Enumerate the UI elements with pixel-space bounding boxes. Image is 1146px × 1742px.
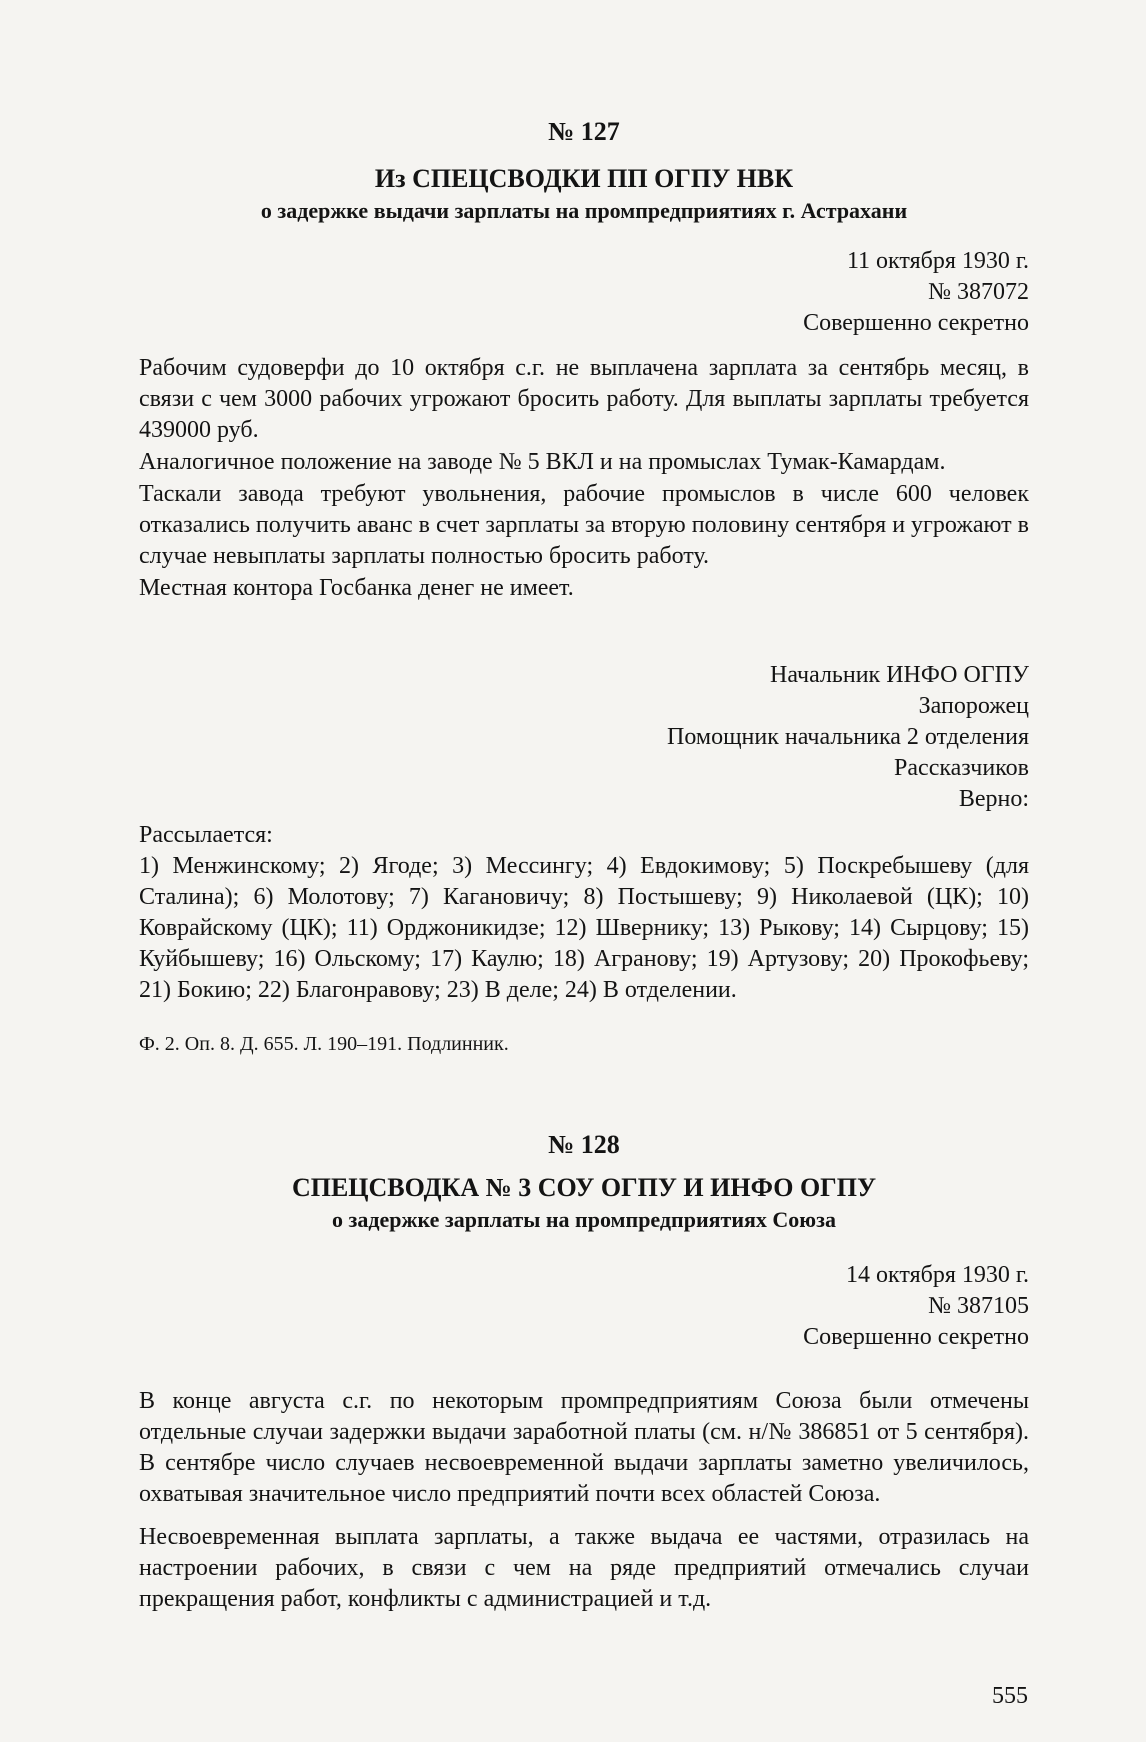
doc-127-source: Ф. 2. Оп. 8. Д. 655. Л. 190–191. Подлинник. xyxy=(139,1033,509,1055)
paragraph: Рабочим судоверфи до 10 октября с.г. не выплачена зарплата за сентябрь месяц, в связи с чем 3000 рабочих угрожают бросить работу. Для выплаты зарплаты требуется 439000 руб. xyxy=(139,355,1029,443)
doc-128-title: СПЕЦСВОДКА № 3 СОУ ОГПУ И ИНФО ОГПУ xyxy=(291,1173,877,1202)
signature-line: Запорожец xyxy=(918,693,1029,719)
doc-128-date: 14 октября 1930 г. xyxy=(846,1262,1029,1288)
doc-128-number: № 128 xyxy=(548,1130,620,1159)
distribution-list: 1) Менжинскому; 2) Ягоде; 3) Мессингу; 4) Евдокимову; 5) Поскребышеву (для Сталина); 6) Молотову; 7) Кагановичу; 8) Постышеву; 9) Николаевой (ЦК); 10) Коврайскому (ЦК); 11) Орджоникидзе; 12) Швернику; 13) Рыкову; 14) Сырцову; 15) Куйбышеву; 16) Ольскому; 17) Каулю; 18) Агранову; 19) Артузову; 20) Прокофьеву; 21) Бокию; 22) Благонравову; 23) В деле; 24) В отделении. xyxy=(139,853,1029,1003)
paragraph: Аналогичное положение на заводе № 5 ВКЛ и на промыслах Тумак-Камардам. xyxy=(139,449,946,475)
doc-127-reg-number: № 387072 xyxy=(928,279,1029,305)
doc-128-reg-number: № 387105 xyxy=(928,1293,1029,1319)
doc-127-secrecy: Совершенно секретно xyxy=(803,310,1029,336)
doc-128-secrecy: Совершенно секретно xyxy=(803,1324,1029,1350)
doc-127-date: 11 октября 1930 г. xyxy=(846,248,1029,274)
doc-128-body xyxy=(139,1386,1029,1615)
doc-127-body xyxy=(139,353,1029,604)
signature-line: Начальник ИНФО ОГПУ xyxy=(769,662,1029,688)
page-number: 555 xyxy=(992,1683,1028,1709)
paragraph: В конце августа с.г. по некоторым промпредприятиям Союза были отмечены отдельные случаи задержки выдачи заработной платы (см. н/№ 386851 от 5 сентября). В сентябре число случаев несвоевременной выдачи зарплаты заметно увеличилось, охватывая значительное число предприятий почти всех областей Союза. xyxy=(139,1388,1029,1507)
doc-127-subtitle: о задержке выдачи зарплаты на промпредприятиях г. Астрахани xyxy=(260,198,908,223)
paragraph: Таскали завода требуют увольнения, рабочие промыслов в числе 600 человек отказались получить аванс в счет зарплаты за вторую половину сентября и угрожают в случае невыплаты зарплаты полностью бросить работу. xyxy=(139,481,1029,569)
doc-127-signatures xyxy=(139,660,1029,815)
doc-127-distribution xyxy=(139,820,1029,1006)
doc-128-meta xyxy=(139,1260,1029,1353)
paragraph: Несвоевременная выплата зарплаты, а также выдача ее частями, отразилась на настроении рабочих, в связи с чем на ряде предприятий отмечались случаи прекращения работ, конфликты с администрацией и т.д. xyxy=(139,1524,1029,1612)
doc-127 xyxy=(139,116,1029,147)
doc-127-meta xyxy=(139,246,1029,339)
paragraph: Местная контора Госбанка денег не имеет. xyxy=(139,575,574,601)
signature-line: Помощник начальника 2 отделения xyxy=(667,724,1029,750)
doc-127-number: № 127 xyxy=(548,117,620,146)
distribution-label: Рассылается: xyxy=(139,822,273,848)
signature-line: Верно: xyxy=(958,786,1029,812)
doc-127-title: Из СПЕЦСВОДКИ ПП ОГПУ НВК xyxy=(374,164,794,193)
doc-127-heading xyxy=(139,163,1029,225)
doc-128-heading xyxy=(139,1129,1029,1234)
signature-line: Рассказчиков xyxy=(894,755,1029,781)
doc-128-subtitle: о задержке зарплаты на промпредприятиях Союза xyxy=(332,1207,836,1232)
